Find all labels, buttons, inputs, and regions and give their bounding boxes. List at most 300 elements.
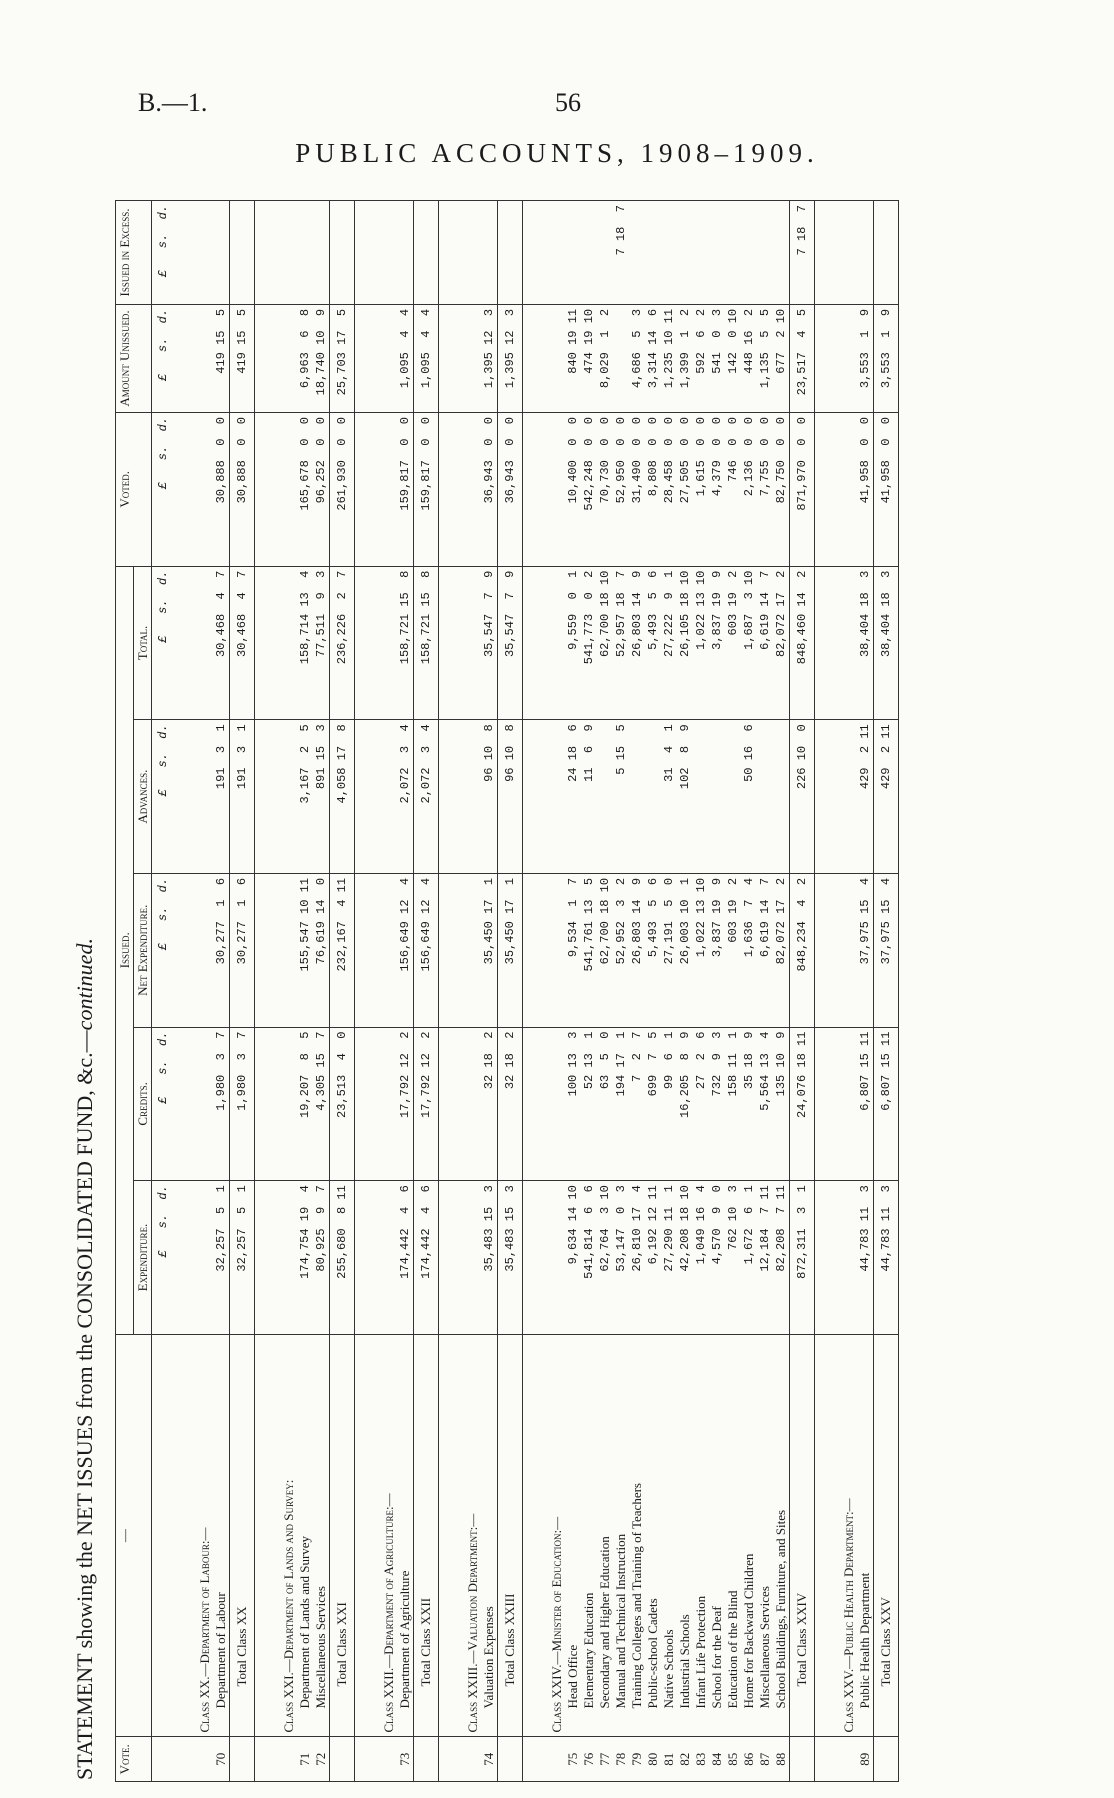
vote-number: 70 [213,1737,230,1782]
advances-value: 31 4 1 [661,720,677,874]
spacer-cell [355,304,374,412]
expenditure-value: 82,208 7 11 [773,1181,790,1335]
spacer-cell [523,873,542,1027]
vote-cell [373,1737,397,1782]
empty-cell [541,1027,565,1181]
total-value: 1,687 3 10 [741,566,757,720]
class-heading-row [457,201,481,1782]
vote-number: 89 [857,1737,874,1782]
col-header-total: Total. [134,566,152,720]
total-credits-value: 6,807 15 11 [874,1027,899,1181]
net-expenditure-value: 603 19 2 [725,873,741,1027]
table-row [397,201,414,1782]
empty-cell [373,1181,397,1335]
credits-value: 5,564 13 4 [757,1027,773,1181]
class-heading: Class XXI.—Department of Lands and Survey: [273,1334,297,1737]
unit-label: £ s. d. [152,1027,172,1181]
credits-value: 7 2 7 [629,1027,645,1181]
net-expenditure-value: 82,072 17 2 [773,873,790,1027]
spacer-cell [523,720,542,874]
page-number: 56 [555,88,581,117]
issued-in-excess-value [693,201,709,305]
total-issued-in-excess-value [874,201,899,305]
vote-description: Industrial Schools [677,1334,693,1737]
credits-value: 63 5 0 [597,1027,613,1181]
amount-unissued-value [613,304,629,412]
vote-number: 72 [313,1737,330,1782]
advances-value [693,720,709,874]
empty-cell [457,304,481,412]
total-credits-value: 1,980 3 7 [230,1027,255,1181]
net-expenditure-value: 5,493 5 6 [645,873,661,1027]
spacer-row [815,201,834,1782]
expenditure-value: 80,925 9 7 [313,1181,330,1335]
spacer-cell [815,1027,834,1181]
spacer-cell [255,566,274,720]
total-expenditure-value: 32,257 5 1 [230,1181,255,1335]
expenditure-value: 44,783 11 3 [857,1181,874,1335]
total-value: 6,619 14 7 [757,566,773,720]
issued-in-excess-value [757,201,773,305]
spacer-cell [439,873,458,1027]
spacer-cell [439,1334,458,1737]
vote-description: Miscellaneous Services [313,1334,330,1737]
advances-value: 191 3 1 [213,720,230,874]
advances-value: 11 6 9 [581,720,597,874]
vote-cell [790,1737,815,1782]
vote-cell [457,1737,481,1782]
empty-cell [457,1027,481,1181]
credits-value: 99 6 1 [661,1027,677,1181]
class-heading-row [833,201,857,1782]
spacer-cell [171,412,189,566]
total-net-expenditure-value: 37,975 15 4 [874,873,899,1027]
vote-number: 75 [565,1737,581,1782]
document-code: B.—1. [138,88,208,117]
vote-description: Home for Backward Children [741,1334,757,1737]
total-row [498,201,523,1782]
empty-cell [457,412,481,566]
net-expenditure-value: 3,837 19 9 [709,873,725,1027]
table-row [773,201,790,1782]
credits-value: 1,980 3 7 [213,1027,230,1181]
voted-value: 36,943 0 0 [481,412,498,566]
total-voted-value: 36,943 0 0 [498,412,523,566]
expenditure-value: 42,208 18 10 [677,1181,693,1335]
empty-cell [189,1027,213,1181]
amount-unissued-value: 1,235 10 11 [661,304,677,412]
total-label: Total Class XXV [874,1334,899,1737]
issued-in-excess-value [709,201,725,305]
net-issues-table [115,200,899,1782]
total-voted-value: 261,930 0 0 [330,412,355,566]
expenditure-value: 541,814 6 6 [581,1181,597,1335]
vote-number: 86 [741,1737,757,1782]
class-heading-row [541,201,565,1782]
spacer-cell [255,720,274,874]
amount-unissued-value: 142 0 10 [725,304,741,412]
advances-value [629,720,645,874]
voted-value: 96,252 0 0 [313,412,330,566]
voted-value: 82,750 0 0 [773,412,790,566]
vote-description: Secondary and Higher Education [597,1334,613,1737]
issued-in-excess-value [597,201,613,305]
spacer-cell [171,1181,189,1335]
spacer-row [439,201,458,1782]
total-row [874,201,899,1782]
total-amount-unissued-value: 419 15 5 [230,304,255,412]
advances-value: 891 15 3 [313,720,330,874]
total-expenditure-value: 255,680 8 11 [330,1181,355,1335]
empty-cell [457,201,481,305]
table-row [613,201,629,1782]
empty-cell [273,201,297,305]
total-advances-value: 4,058 17 8 [330,720,355,874]
spacer-cell [355,201,374,305]
spacer-cell [815,1334,834,1737]
total-advances-value: 226 10 0 [790,720,815,874]
issued-in-excess-value [857,201,874,305]
class-heading-row [189,201,213,1782]
voted-value: 7,755 0 0 [757,412,773,566]
advances-value: 102 8 9 [677,720,693,874]
vote-description: School Buildings, Furniture, and Sites [773,1334,790,1737]
spacer-cell [355,412,374,566]
vote-number: 87 [757,1737,773,1782]
credits-value: 52 13 1 [581,1027,597,1181]
total-total-value: 236,226 2 7 [330,566,355,720]
vote-description: Native Schools [661,1334,677,1737]
total-value: 3,837 19 9 [709,566,725,720]
amount-unissued-value: 592 6 2 [693,304,709,412]
page-title: PUBLIC ACCOUNTS, 1908–1909. [295,138,819,168]
total-label: Total Class XXII [414,1334,439,1737]
empty-cell [541,412,565,566]
issued-in-excess-value [397,201,414,305]
advances-value [597,720,613,874]
class-heading-row [273,201,297,1782]
empty-cell [273,873,297,1027]
spacer-cell [171,1737,189,1782]
advances-value [757,720,773,874]
vote-cell [498,1737,523,1782]
spacer-cell [439,304,458,412]
expenditure-value: 1,672 6 1 [741,1181,757,1335]
empty-cell [373,1027,397,1181]
expenditure-value: 174,754 19 4 [297,1181,313,1335]
expenditure-value: 12,184 7 11 [757,1181,773,1335]
empty-cell [373,201,397,305]
issued-in-excess-value [677,201,693,305]
total-total-value: 158,721 15 8 [414,566,439,720]
total-amount-unissued-value: 3,553 1 9 [874,304,899,412]
voted-value: 165,678 0 0 [297,412,313,566]
total-value: 26,803 14 9 [629,566,645,720]
voted-value: 27,505 0 0 [677,412,693,566]
voted-value: 542,248 0 0 [581,412,597,566]
table-row [661,201,677,1782]
total-value: 158,721 15 8 [397,566,414,720]
net-expenditure-value: 1,636 7 4 [741,873,757,1027]
vote-number: 78 [613,1737,629,1782]
empty-cell [273,304,297,412]
total-value: 30,468 4 7 [213,566,230,720]
total-expenditure-value: 35,483 15 3 [498,1181,523,1335]
empty-cell [189,412,213,566]
total-amount-unissued-value: 1,395 12 3 [498,304,523,412]
spacer-cell [355,1027,374,1181]
col-header-vote: Vote. [116,1737,152,1782]
table-row [741,201,757,1782]
spacer-cell [171,201,189,305]
credits-value: 6,807 15 11 [857,1027,874,1181]
issued-in-excess-value [481,201,498,305]
voted-value: 30,888 0 0 [213,412,230,566]
credits-value: 19,207 8 5 [297,1027,313,1181]
col-header-issued: Issued. [116,566,134,1334]
total-label: Total Class XXIV [790,1334,815,1737]
spacer-cell [439,201,458,305]
empty-cell [541,566,565,720]
issued-in-excess-value [565,201,581,305]
total-voted-value: 41,958 0 0 [874,412,899,566]
vote-description: Head Office [565,1334,581,1737]
total-amount-unissued-value: 1,095 4 4 [414,304,439,412]
voted-value: 8,808 0 0 [645,412,661,566]
table-row [693,201,709,1782]
net-expenditure-value: 1,022 13 10 [693,873,709,1027]
vote-number: 81 [661,1737,677,1782]
vote-number: 74 [481,1737,498,1782]
advances-value: 50 16 6 [741,720,757,874]
net-expenditure-value: 62,700 18 10 [597,873,613,1027]
empty-cell [833,1181,857,1335]
empty-cell [457,1181,481,1335]
total-value: 27,222 9 1 [661,566,677,720]
credits-value: 32 18 2 [481,1027,498,1181]
credits-value: 17,792 12 2 [397,1027,414,1181]
total-advances-value: 191 3 1 [230,720,255,874]
vote-description: Department of Agriculture [397,1334,414,1737]
issued-in-excess-value [297,201,313,305]
table-row [213,201,230,1782]
vote-number: 82 [677,1737,693,1782]
unit-label: £ s. d. [152,720,172,874]
total-expenditure-value: 872,311 3 1 [790,1181,815,1335]
total-net-expenditure-value: 30,277 1 6 [230,873,255,1027]
spacer-cell [523,566,542,720]
table-row [297,201,313,1782]
expenditure-value: 62,764 3 10 [597,1181,613,1335]
empty-cell [541,304,565,412]
net-expenditure-value: 35,450 17 1 [481,873,498,1027]
total-advances-value: 96 10 8 [498,720,523,874]
advances-value: 96 10 8 [481,720,498,874]
spacer-cell [815,1737,834,1782]
credits-value: 699 7 5 [645,1027,661,1181]
total-amount-unissued-value: 25,703 17 5 [330,304,355,412]
statement-continued: continued. [72,938,97,1031]
spacer-cell [815,873,834,1027]
amount-unissued-value: 419 15 5 [213,304,230,412]
credits-value: 35 18 9 [741,1027,757,1181]
total-value: 1,022 13 10 [693,566,709,720]
units-row [152,201,172,1782]
credits-value: 27 2 6 [693,1027,709,1181]
total-credits-value: 17,792 12 2 [414,1027,439,1181]
table-row [565,201,581,1782]
vote-cell [189,1737,213,1782]
table-row [597,201,613,1782]
spacer-cell [171,720,189,874]
voted-value: 28,458 0 0 [661,412,677,566]
vote-description: Education of the Blind [725,1334,741,1737]
statement-heading [72,938,98,1780]
total-total-value: 848,460 14 2 [790,566,815,720]
vote-cell [874,1737,899,1782]
voted-value: 159,817 0 0 [397,412,414,566]
amount-unissued-value: 18,740 10 9 [313,304,330,412]
empty-cell [833,566,857,720]
total-value: 77,511 9 3 [313,566,330,720]
advances-value: 2,072 3 4 [397,720,414,874]
expenditure-value: 762 10 3 [725,1181,741,1335]
col-header-expenditure: Expenditure. [134,1181,152,1335]
total-value: 541,773 0 2 [581,566,597,720]
issued-in-excess-value [629,201,645,305]
amount-unissued-value: 8,029 1 2 [597,304,613,412]
total-net-expenditure-value: 848,234 4 2 [790,873,815,1027]
spacer-cell [815,1181,834,1335]
vote-cell [330,1737,355,1782]
spacer-cell [255,304,274,412]
spacer-cell [815,720,834,874]
amount-unissued-value: 3,553 1 9 [857,304,874,412]
spacer-cell [815,201,834,305]
expenditure-value: 27,290 11 1 [661,1181,677,1335]
total-expenditure-value: 44,783 11 3 [874,1181,899,1335]
spacer-cell [815,412,834,566]
spacer-cell [815,304,834,412]
spacer-row [171,201,189,1782]
class-heading-row [373,201,397,1782]
spacer-cell [439,720,458,874]
spacer-cell [255,1334,274,1737]
table-row [857,201,874,1782]
empty-cell [373,566,397,720]
table-row [581,201,597,1782]
expenditure-value: 9,634 14 10 [565,1181,581,1335]
advances-value [709,720,725,874]
amount-unissued-value: 474 19 10 [581,304,597,412]
total-voted-value: 159,817 0 0 [414,412,439,566]
net-expenditure-value: 155,547 10 11 [297,873,313,1027]
spacer-cell [523,1334,542,1737]
net-expenditure-value: 9,534 1 7 [565,873,581,1027]
spacer-cell [523,412,542,566]
issued-in-excess-value [213,201,230,305]
net-expenditure-value: 26,003 10 1 [677,873,693,1027]
amount-unissued-value: 1,135 5 5 [757,304,773,412]
col-header-voted: Voted. [116,412,152,566]
spacer-cell [355,1334,374,1737]
vote-description: Department of Labour [213,1334,230,1737]
amount-unissued-value: 541 0 3 [709,304,725,412]
amount-unissued-value: 448 16 2 [741,304,757,412]
total-value: 35,547 7 9 [481,566,498,720]
spacer-row [523,201,542,1782]
empty-cell [373,412,397,566]
spacer-cell [439,1027,458,1181]
advances-value: 429 2 11 [857,720,874,874]
net-expenditure-value: 26,803 14 9 [629,873,645,1027]
vote-description: Public Health Department [857,1334,874,1737]
issued-in-excess-value: 7 18 7 [613,201,629,305]
voted-value: 52,950 0 0 [613,412,629,566]
total-label: Total Class XXIII [498,1334,523,1737]
total-value: 603 19 2 [725,566,741,720]
total-value: 82,072 17 2 [773,566,790,720]
vote-cell [414,1737,439,1782]
empty-cell [273,412,297,566]
vote-cell [541,1737,565,1782]
total-total-value: 35,547 7 9 [498,566,523,720]
empty-cell [457,873,481,1027]
voted-value: 2,136 0 0 [741,412,757,566]
credits-value: 100 13 3 [565,1027,581,1181]
total-advances-value: 429 2 11 [874,720,899,874]
total-label: Total Class XX [230,1334,255,1737]
total-row [414,201,439,1782]
vote-description: Public-school Cadets [645,1334,661,1737]
empty-cell [373,720,397,874]
total-advances-value: 2,072 3 4 [414,720,439,874]
advances-value: 3,167 2 5 [297,720,313,874]
unit-label: £ s. d. [152,566,172,720]
amount-unissued-value: 677 2 10 [773,304,790,412]
empty-cell [833,720,857,874]
empty-cell [833,873,857,1027]
vote-description: Manual and Technical Instruction [613,1334,629,1737]
col-header-description: — [116,1334,152,1737]
spacer-cell [255,873,274,1027]
total-row [790,201,815,1782]
col-header-advances: Advances. [134,720,152,874]
empty-cell [833,1027,857,1181]
total-label: Total Class XXI [330,1334,355,1737]
spacer-cell [255,1737,274,1782]
issued-in-excess-value [773,201,790,305]
col-header-issued-in-excess: Issued in Excess. [116,201,152,305]
class-heading: Class XX.—Department of Labour:— [189,1334,213,1737]
total-value: 38,404 18 3 [857,566,874,720]
spacer-cell [255,1027,274,1181]
net-expenditure-value: 30,277 1 6 [213,873,230,1027]
voted-value: 41,958 0 0 [857,412,874,566]
total-voted-value: 30,888 0 0 [230,412,255,566]
total-issued-in-excess-value [498,201,523,305]
vote-description: Miscellaneous Services [757,1334,773,1737]
net-issues-table-container [115,200,1047,1782]
voted-value: 70,730 0 0 [597,412,613,566]
table-row [725,201,741,1782]
spacer-cell [171,873,189,1027]
col-header-amount-unissued: Amount Unissued. [116,304,152,412]
empty-cell [541,720,565,874]
table-row [313,201,330,1782]
spacer-cell [355,873,374,1027]
issued-in-excess-value [661,201,677,305]
